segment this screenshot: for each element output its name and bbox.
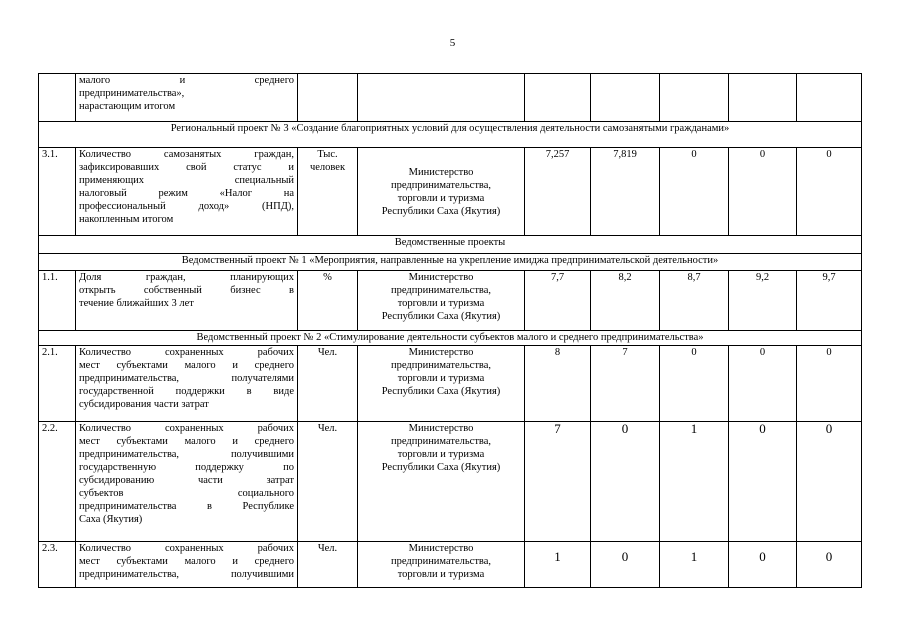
org-cell <box>358 271 525 331</box>
org-line: Республики Саха (Якутия) <box>381 386 501 397</box>
table-row-2-2 <box>39 422 862 542</box>
org-line: торговли и туризма <box>397 449 485 460</box>
unit-line: % <box>323 272 332 283</box>
value-cell: 0 <box>797 148 862 236</box>
section-row <box>39 236 862 254</box>
desc-line: предпринимательства, получившими <box>79 569 294 580</box>
value-cell <box>591 74 660 122</box>
value-cell: 8,7 <box>660 271 729 331</box>
unit-line: Чел. <box>317 543 338 554</box>
org-line: предпринимательства, <box>390 556 492 567</box>
desc-cell <box>76 346 298 422</box>
desc-line: Количество самозанятых граждан, <box>79 149 294 160</box>
value-cell: 0 <box>729 148 797 236</box>
row-number: 3.1. <box>39 148 76 236</box>
value-cell: 8,2 <box>591 271 660 331</box>
desc-cell <box>76 422 298 542</box>
desc-line: Саха (Якутия) <box>79 514 143 525</box>
value-cell: 7,819 <box>591 148 660 236</box>
value-cell: 0 <box>591 542 660 588</box>
value-cell: 0 <box>797 422 862 542</box>
org-cell <box>358 74 525 122</box>
value-cell: 7,7 <box>525 271 591 331</box>
section-row <box>39 331 862 346</box>
row-number: 2.2. <box>39 422 76 542</box>
org-line: предпринимательства, <box>390 285 492 296</box>
section-departmental-1: Ведомственный проект № 1 «Мероприятия, направленные на укрепление имиджа предпринимательской деятельности» <box>39 254 862 271</box>
value-cell <box>797 74 862 122</box>
org-line: торговли и туризма <box>397 373 485 384</box>
desc-line: государственную поддержку по <box>79 462 294 473</box>
table-row-3-1 <box>39 148 862 236</box>
value-cell: 1 <box>525 542 591 588</box>
value-cell: 0 <box>797 346 862 422</box>
org-line: торговли и туризма <box>397 569 485 580</box>
section-departmental-2: Ведомственный проект № 2 «Стимулирование деятельности субъектов малого и среднего предпринимательства» <box>39 331 862 346</box>
org-line: торговли и туризма <box>397 192 485 204</box>
indicators-table <box>38 73 862 588</box>
unit-cell <box>298 422 358 542</box>
desc-line: Количество сохраненных рабочих <box>79 347 294 358</box>
desc-line: мест субъектами малого и среднего <box>79 360 294 371</box>
org-cell <box>358 148 525 236</box>
org-line: Министерство <box>408 543 474 554</box>
value-cell: 1 <box>660 542 729 588</box>
org-line: Республики Саха (Якутия) <box>381 205 501 217</box>
value-cell: 9,2 <box>729 271 797 331</box>
desc-line: предпринимательства, получателями <box>79 373 294 384</box>
table-row-1-1 <box>39 271 862 331</box>
section-row <box>39 254 862 271</box>
desc-cell <box>76 74 298 122</box>
desc-line: субъектов социального <box>79 488 294 499</box>
section-regional-3: Региональный проект № 3 «Создание благоприятных условий для осуществления деятельности самозанятыми гражданами» <box>39 122 862 148</box>
desc-line: применяющих специальный <box>79 175 294 186</box>
unit-cell <box>298 542 358 588</box>
desc-line: предпринимательства в Республике <box>79 501 294 512</box>
desc-line: нарастающим итогом <box>79 101 176 112</box>
value-cell: 0 <box>660 346 729 422</box>
value-cell: 0 <box>591 422 660 542</box>
org-line: Республики Саха (Якутия) <box>381 462 501 473</box>
desc-line: накопленным итогом <box>79 214 174 225</box>
desc-line: Количество сохраненных рабочих <box>79 543 294 554</box>
value-cell: 7 <box>525 422 591 542</box>
desc-line: предпринимательства», <box>79 88 185 99</box>
unit-cell <box>298 74 358 122</box>
desc-cell <box>76 542 298 588</box>
org-line: Республики Саха (Якутия) <box>381 311 501 322</box>
org-line: предпринимательства, <box>390 436 492 447</box>
table-row-fragment <box>39 74 862 122</box>
desc-line: Количество сохраненных рабочих <box>79 423 294 434</box>
value-cell: 7 <box>591 346 660 422</box>
page-number: 5 <box>449 37 456 49</box>
table-row-2-1 <box>39 346 862 422</box>
desc-line: мест субъектами малого и среднего <box>79 556 294 567</box>
value-cell: 8 <box>525 346 591 422</box>
desc-line: Доля граждан, планирующих <box>79 272 294 283</box>
value-cell <box>729 74 797 122</box>
unit-cell <box>298 271 358 331</box>
value-cell <box>660 74 729 122</box>
desc-line: открыть собственный бизнес в <box>79 285 294 296</box>
row-number: 2.3. <box>39 542 76 588</box>
section-departmental: Ведомственные проекты <box>39 236 862 254</box>
desc-line: государственной поддержки в виде <box>79 386 294 397</box>
unit-line: Чел. <box>317 347 338 358</box>
unit-line: Чел. <box>317 423 338 434</box>
table-row-2-3 <box>39 542 862 588</box>
desc-line: зафиксировавших свой статус и <box>79 162 294 173</box>
value-cell: 7,257 <box>525 148 591 236</box>
org-line: Министерство <box>408 166 474 178</box>
org-line: торговли и туризма <box>397 298 485 309</box>
desc-line: налоговый режим «Налог на <box>79 188 294 199</box>
value-cell <box>525 74 591 122</box>
desc-line: профессиональный доход» (НПД), <box>79 201 294 212</box>
org-cell <box>358 422 525 542</box>
org-cell <box>358 542 525 588</box>
section-row <box>39 122 862 148</box>
row-number: 2.1. <box>39 346 76 422</box>
desc-cell <box>76 271 298 331</box>
unit-cell <box>298 148 358 236</box>
num-cell <box>39 74 76 122</box>
unit-line: Тыс. <box>317 149 338 160</box>
desc-line: предпринимательства, получившими <box>79 449 294 460</box>
value-cell: 1 <box>660 422 729 542</box>
org-line: Министерство <box>408 423 474 434</box>
org-line: Министерство <box>408 347 474 358</box>
desc-line: мест субъектами малого и среднего <box>79 436 294 447</box>
row-number: 1.1. <box>39 271 76 331</box>
value-cell: 9,7 <box>797 271 862 331</box>
desc-line: субсидирования части затрат <box>79 399 209 410</box>
org-cell <box>358 346 525 422</box>
value-cell: 0 <box>797 542 862 588</box>
unit-line: человек <box>309 162 346 173</box>
org-line: предпринимательства, <box>390 360 492 371</box>
value-cell: 0 <box>660 148 729 236</box>
desc-line: малого и среднего <box>79 75 294 86</box>
desc-line: течение ближайших 3 лет <box>79 298 194 309</box>
org-line: предпринимательства, <box>390 179 492 191</box>
desc-cell <box>76 148 298 236</box>
desc-line: субсидированию части затрат <box>79 475 294 486</box>
unit-cell <box>298 346 358 422</box>
value-cell: 0 <box>729 346 797 422</box>
org-line: Министерство <box>408 272 474 283</box>
value-cell: 0 <box>729 422 797 542</box>
value-cell: 0 <box>729 542 797 588</box>
